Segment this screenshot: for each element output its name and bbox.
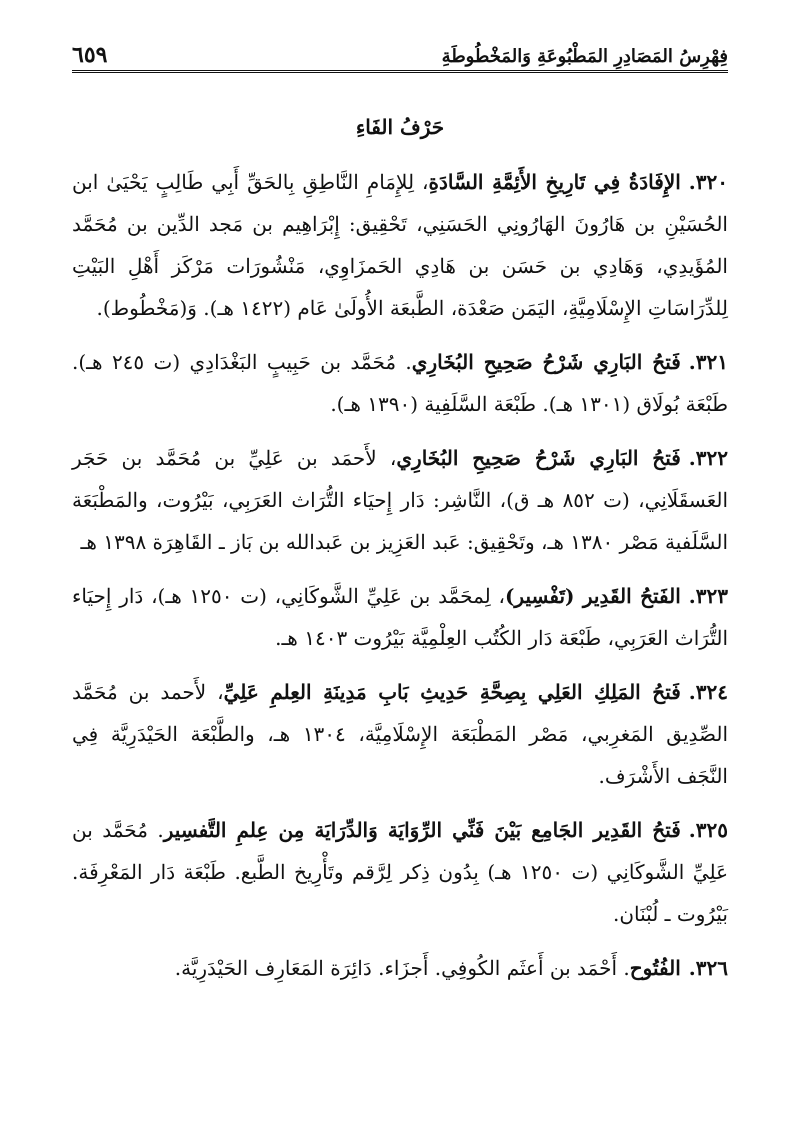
entry-text: . مُحَمَّد بن حَبِيبٍ البَغْدَادِي (ت ٢٤٥ هـ). طَبْعَة بُولَاق (١٣٠١ هـ). طَبْعَة السَّلَفِية (١٣٩٠ هـ).: [72, 350, 728, 416]
entry-text: ، لأَحمد بن مُحَمَّد الصِّدِيق المَغرِبي، مَصْر المَطْبَعَة الإِسْلَامِيَّة، ١٣٠٤ هـ، والطَّبْعَة الحَيْدَرِيَّة فِي النَّجَف الأَشْرَف.: [72, 680, 728, 788]
bibliography-entry: [72, 575, 728, 659]
entry-text: ، لِلإِمَامِ النَّاطِقِ بِالحَقِّ أَبِي طَالِبٍ يَحْيَىٰ ابن الحُسَيْنِ بن هَارُونَ الهَارُونِي الحَسَنِي، تَحْقِيق: إِبْرَاهِيم بن مَجد الدِّين بن مُحَمَّد المُؤَيدِي، وَهَادِي بن حَسَن بن هَادِي الحَمزَاوِي، مَنْشُورَات مَرْكَز أَهْلِ البَيْتِ لِلدِّرَاسَاتِ الإِسْلَامِيَّةِ، اليَمَن صَعْدَة، الطَّبعَة الأُولَىٰ عَام (١٤٢٢ هـ). وَ(مَخْطُوط).: [72, 170, 728, 320]
entry-number: ٣٢٢.: [688, 446, 728, 470]
entry-title: فَتحُ المَلِكِ العَلِي بِصِحَّةِ حَدِيثِ بَابِ مَدِينَةِ العِلمِ عَلِيِّ: [223, 680, 681, 704]
page-number: ٦٥٩: [72, 42, 108, 68]
entry-title: فَتحُ البَارِي شَرْحُ صَحِيحِ البُخَارِي: [396, 446, 681, 470]
bibliography-entry: [72, 341, 728, 425]
bibliography-entry: [72, 437, 728, 563]
bibliography-entry: [72, 161, 728, 329]
book-page: [72, 30, 728, 1113]
bibliography-entry: [72, 947, 728, 989]
running-title: فِهْرِسُ المَصَادِرِ المَطْبُوعَةِ وَالمَخْطُوطَةِ: [441, 46, 728, 67]
entry-title: الفُتُوح: [629, 956, 681, 980]
entry-text: ، لِمحَمَّد بن عَلِيِّ الشَّوكَانِي، (ت ١٢٥٠ هـ)، دَار إِحيَاء التُّرَاث العَرَبِي، طَبْعَة دَار الكُتُب العِلْمِيَّة بَيْرُوت ١٤٠٣ هـ.: [72, 584, 728, 650]
entry-title: فَتحُ البَارِي شَرْحُ صَحِيحِ البُخَارِي: [411, 350, 681, 374]
entry-title: الإِفَادَةُ فِي تَارِيخِ الأَئِمَّةِ السَّادَةِ: [428, 170, 681, 194]
entry-number: ٣٢٠.: [688, 170, 728, 194]
entry-number: ٣٢١.: [688, 350, 728, 374]
entry-title: فَتحُ القَدِير الجَامِع بَيْنَ فَنِّي الرِّوَايَة وَالدِّرَايَة مِن عِلمِ التَّفسِير: [163, 818, 681, 842]
entry-number: ٣٢٦.: [688, 956, 728, 980]
bibliography-entry: [72, 671, 728, 797]
entry-number: ٣٢٤.: [688, 680, 728, 704]
bibliography-entry: [72, 809, 728, 935]
entry-text: . مُحَمَّد بن عَلِيِّ الشَّوكَانِي (ت ١٢٥٠ هـ) بِدُون ذِكر لِرَّقم وتَأْرِيخ الطَّبع. طَبْعَة دَار المَعْرِفَة. بَيْرُوت ـ لُبْنَان.: [72, 818, 729, 926]
bibliography-list: [72, 161, 728, 989]
entry-number: ٣٢٣.: [688, 584, 728, 608]
entry-number: ٣٢٥.: [688, 818, 728, 842]
section-title: حَرْفُ الفَاءِ: [355, 115, 445, 139]
page-header: [72, 30, 728, 73]
entry-text: . أَحْمَد بن أَعثَم الكُوفِي. أَجزَاء. دَائِرَة المَعَارِف الحَيْدَرِيَّة.: [174, 956, 630, 980]
entry-title: الفَتحُ القَدِير (تَفْسِير): [504, 584, 681, 608]
entry-text: ، لأَحمَد بن عَلِيِّ بن مُحَمَّد بن حَجَر العَسقَلَانِي، (ت ٨٥٢ هـ ق)، النَّاشِر: دَار إِحيَاء التُّرَاث العَرَبِي، بَيْرُوت، والمَطْبَعَة السَّلَفية مَصْر ١٣٨٠ هـ، وتَحْقِيق: عَبد العَزِيز بن عَبدالله بن بَاز ـ القَاهِرَة ١٣٩٨ هـ: [72, 446, 728, 554]
